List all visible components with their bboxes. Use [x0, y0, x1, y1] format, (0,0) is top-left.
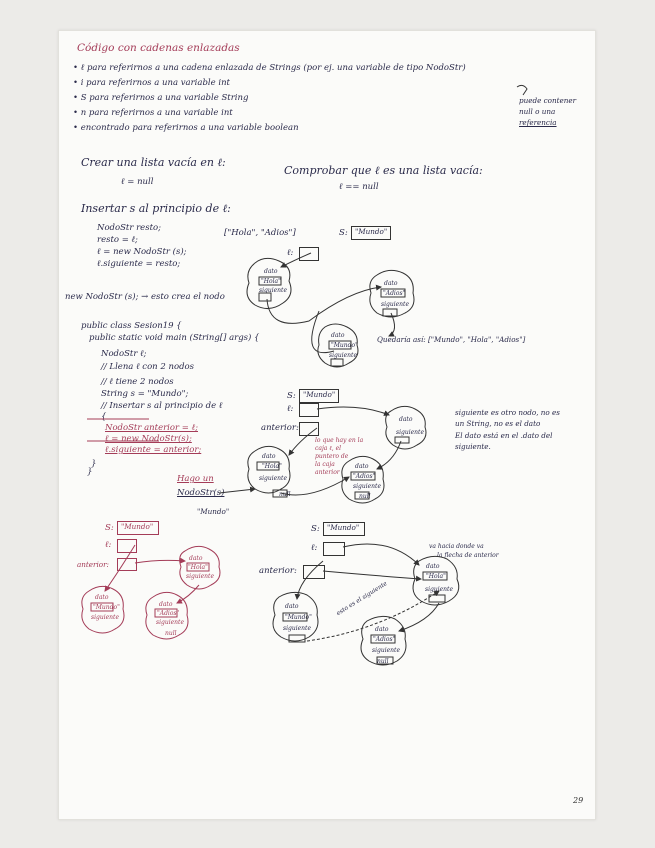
note-line: lo que hay en la	[315, 437, 364, 444]
note-line: anterior	[315, 469, 340, 476]
node-blob	[361, 616, 406, 665]
insert-code-line: NodoStr resto;	[97, 223, 161, 233]
l-label: ℓ:	[287, 248, 294, 258]
create-heading: Crear una lista vacía en ℓ:	[81, 156, 226, 169]
note-line: siguiente es otro nodo, no es	[455, 408, 560, 417]
null-label: null	[377, 658, 389, 665]
note-line: El dato está en el .dato del	[455, 431, 553, 440]
program-line: // Llena ℓ con 2 nodos	[101, 362, 194, 372]
program-line: // ℓ tiene 2 nodos	[101, 377, 174, 387]
bullet-item: • i para referirnos a una variable int	[73, 78, 230, 88]
node-siguiente-label: siguiente	[186, 573, 214, 580]
side-note-line: referencia	[519, 118, 557, 127]
anterior-label: anterior:	[77, 560, 109, 569]
notebook-page	[58, 30, 596, 820]
node-dato-label: dato	[159, 601, 173, 608]
node-blob	[180, 546, 220, 589]
node-value: "Hola"	[261, 278, 281, 285]
program-line: {	[101, 412, 107, 422]
note-line: puntero de	[315, 453, 349, 460]
node-dato-label: dato	[355, 463, 369, 470]
node-siguiente-label: siguiente	[259, 475, 287, 482]
node-siguiente-label: siguiente	[381, 301, 409, 308]
program-line: public class Sesion19 {	[81, 321, 182, 331]
node-value: "Mundo"	[285, 614, 312, 621]
node-dato-label: dato	[384, 280, 398, 287]
anterior-label: anterior:	[259, 566, 297, 576]
closing-brace: }	[91, 459, 97, 469]
bullet-item: • ℓ para referirnos a una cadena enlazada de Strings (por ej. una variable de tipo NodoStr)	[73, 63, 466, 73]
closing-brace: }	[87, 467, 93, 477]
insert-code-line: ℓ = new NodoStr (s);	[97, 247, 187, 257]
node-value: "Adios"	[353, 473, 376, 480]
l-label: ℓ:	[311, 543, 318, 553]
va-hacia-line: va hacia donde va	[429, 543, 484, 550]
program-highlight-line: NodoStr anterior = ℓ;	[105, 423, 198, 433]
node-dato-label: dato	[95, 594, 109, 601]
s-label: S:	[287, 391, 296, 401]
node-blob	[413, 556, 459, 605]
s-value: "Mundo"	[121, 522, 154, 531]
node-dato-label: dato	[264, 268, 278, 275]
list-values: ["Hola", "Adios"]	[224, 228, 296, 238]
node-siguiente-label: siguiente	[425, 586, 453, 593]
page-number: 29	[573, 796, 584, 805]
va-hacia-line: la flecha de anterior	[437, 552, 499, 559]
new-note: new NodoStr (s); → esto crea el nodo	[65, 292, 225, 302]
node-value: "Hola"	[188, 564, 208, 571]
program-line: NodoStr ℓ;	[101, 349, 147, 359]
node-siguiente-label: siguiente	[353, 483, 381, 490]
node-siguiente-label: siguiente	[396, 429, 424, 436]
bullet-item: • n para referirnos a una variable int	[73, 108, 233, 118]
node-value: "Adios"	[157, 610, 180, 617]
insert-heading: Insertar s al principio de ℓ:	[81, 202, 231, 215]
node-siguiente-label: siguiente	[372, 647, 400, 654]
check-heading: Comprobar que ℓ es una lista vacía:	[284, 164, 483, 177]
check-code: ℓ == null	[339, 182, 379, 192]
bullet-item: • encontrado para referirnos a una variable boolean	[73, 123, 299, 133]
node-value: "Adios"	[383, 290, 406, 297]
page-title: Código con cadenas enlazadas	[77, 42, 240, 54]
note-line: un String, no es el dato	[455, 419, 541, 428]
null-label: null	[279, 491, 291, 498]
node-siguiente-label: siguiente	[156, 619, 184, 626]
s-label: S:	[105, 523, 114, 533]
node-blob	[146, 592, 188, 639]
null-label: null	[165, 630, 177, 637]
note-line: la caja	[315, 461, 335, 468]
insert-code-line: resto = ℓ;	[97, 235, 138, 245]
node-blob	[370, 270, 414, 317]
s-value: "Mundo"	[303, 390, 336, 399]
s-value: "Mundo"	[327, 523, 360, 532]
s-label: S:	[339, 228, 348, 238]
node-value: "Hola"	[426, 573, 446, 580]
node-blob	[82, 586, 124, 633]
node-siguiente-label: siguiente	[91, 614, 119, 621]
program-line: String s = "Mundo";	[101, 389, 189, 399]
s-label: S:	[311, 524, 320, 534]
null-label: null	[359, 493, 371, 500]
node-value: "Mundo"	[93, 604, 120, 611]
node-dato-label: dato	[426, 563, 440, 570]
create-code: ℓ = null	[121, 177, 154, 187]
node-value: "Mundo"	[331, 342, 358, 349]
bullet-item: • S para referirnos a una variable String	[73, 93, 249, 103]
node-siguiente-label: siguiente	[283, 625, 311, 632]
insert-code-line: ℓ.siguiente = resto;	[97, 259, 181, 269]
quedaria-note: Quedaría así: ["Mundo", "Hola", "Adios"]	[377, 335, 526, 344]
diagram-drawings	[59, 31, 595, 819]
node-dato-label: dato	[189, 555, 203, 562]
s-value: "Mundo"	[355, 227, 388, 236]
l-label: ℓ:	[105, 540, 112, 550]
anterior-label: anterior:	[261, 423, 299, 433]
side-note-line: null o una	[519, 107, 556, 116]
node-siguiente-label: siguiente	[259, 287, 287, 294]
note-line: caja ℓ, el	[315, 445, 342, 452]
node-dato-label: dato	[331, 332, 345, 339]
node-dato-label: dato	[375, 626, 389, 633]
mundo-small: "Mundo"	[197, 507, 230, 516]
program-highlight-line: ℓ = new NodoStr(s);	[105, 434, 192, 444]
node-blob	[273, 592, 318, 641]
program-line: // Insertar s al principio de ℓ	[101, 401, 223, 411]
program-line: public static void main (String[] args) {	[89, 333, 260, 343]
node-value: "Adios"	[373, 636, 396, 643]
node-siguiente-label: siguiente	[329, 352, 357, 359]
node-blob	[318, 324, 358, 367]
note-line: siguiente.	[455, 442, 491, 451]
node-value: "Hola"	[262, 463, 282, 470]
hago-nodo-line: NodoStr(s)	[177, 488, 225, 498]
program-highlight-line: ℓ.siguiente = anterior;	[105, 445, 202, 455]
hago-nodo-line: Hago un	[177, 474, 214, 484]
node-dato-label: dato	[399, 416, 413, 423]
esto-siguiente-note: esto es el siguiente	[335, 580, 389, 618]
node-dato-label: dato	[262, 453, 276, 460]
side-note-line: puede contener	[519, 96, 577, 105]
l-label: ℓ:	[287, 404, 294, 414]
node-dato-label: dato	[285, 603, 299, 610]
